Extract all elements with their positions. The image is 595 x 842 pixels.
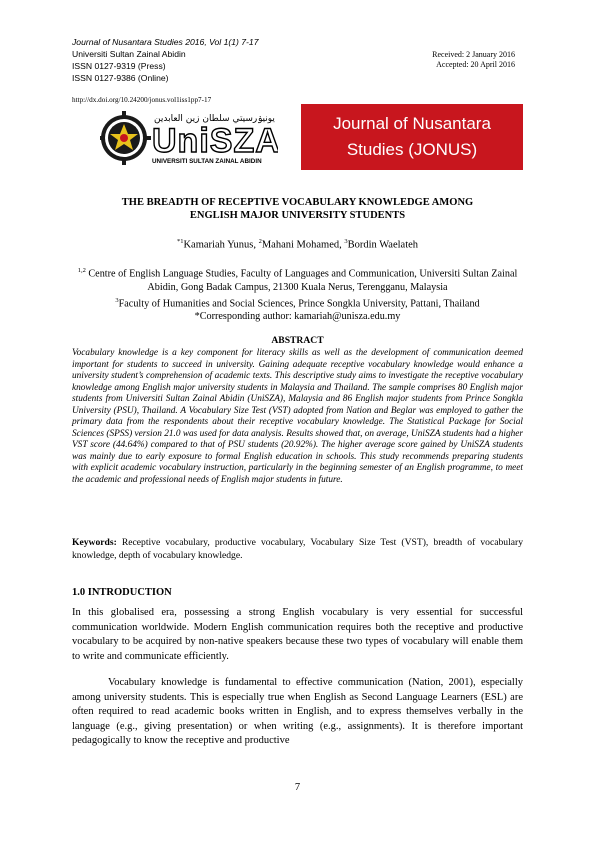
affiliation-1: [72, 264, 523, 294]
affiliation-2: [72, 294, 523, 311]
intro-paragraph-1: In this globalised era, possessing a strong English vocabulary is very essential for successful communication worldwide. Modern English communication requires both the receptive and productive vocabulary to be acquired by non-native speakers because these two types of vocabulary will enable them to write and communicate efficiently.: [72, 607, 523, 662]
author-3: Bordin Waelateh: [347, 239, 419, 251]
author-2: Mahani Mohamed,: [261, 239, 345, 251]
issn-press: ISSN 0127-9319 (Press): [72, 61, 166, 71]
issn-online: ISSN 0127-9386 (Online): [72, 73, 169, 83]
affiliation-1-sup: 1,2: [77, 267, 86, 274]
affiliation-1-text: Centre of English Language Studies, Faculty of Languages and Communication, Universiti Sultan Zainal Abidin, Gong Badak Campus, 21300 Kuala Nerus, Terengganu, Malaysia: [85, 268, 518, 293]
keywords-text: Receptive vocabulary, productive vocabulary, Vocabulary Size Test (VST), breadth of vocabulary knowledge, depth of vocabulary knowledge.: [72, 537, 523, 561]
journal-banner-line1: Journal of Nusantara: [333, 114, 491, 133]
jawi-text: يونيۏرسيتي سلطان زين العابدين: [154, 114, 275, 124]
paper-title: [72, 196, 523, 222]
logo-subtitle: UNIVERSITI SULTAN ZAINAL ABIDIN: [152, 158, 262, 165]
title-line-1: THE BREADTH OF RECEPTIVE VOCABULARY KNOWLEDGE AMONG: [121, 197, 474, 208]
abstract-text: Vocabulary knowledge is a key component for literacy skills as well as the development of communication deemed important for students to succeed in university. Gaining adequate receptive vocabulary knowledge would enhance a university student’s comprehension of academic texts. This descriptive study aims to investigate the receptive vocabulary knowledge among English major university students in Malaysia and Thailand. The sample comprises 80 English major students from Universiti Sultan Zainal Abidin (UniSZA), Malaysia and 86 English major students from Prince Songkla University (PSU), Thailand. A Vocabulary Size Test (VST) adopted from Nation and Beglar was employed to gather the primary data from the respondents about their receptive vocabulary knowledge. The Statistical Package for Social Sciences (SPSS) version 21.0 was used for data analysis. Results showed that, on average, UniSZA students had a higher VST score (44.64%) compared to that of PSU students (20.92%). The higher average score gained by UniSZA students was mainly due to early exposure to formal English education in schools. This study recommends preparing students with explicit academic vocabulary instruction, particularly in the beginning semester of an English programme, to meet the academic and professional needs of English major students in future.: [72, 348, 523, 486]
author-list: [72, 238, 523, 251]
author-3-sup: 3: [344, 238, 348, 245]
affiliation-2-text: Faculty of Humanities and Social Sciences, Prince Songkla University, Pattani, Thailand: [118, 298, 480, 310]
doi-link[interactable]: http://dx.doi.org/10.24200/jonus.vol1iss1pp7-17: [72, 96, 212, 104]
keywords-label: Keywords:: [72, 537, 117, 548]
journal-citation: Journal of Nusantara Studies 2016, Vol 1(1) 7-17: [72, 37, 259, 47]
logo-wordmark: UniSZA: [152, 122, 278, 160]
author-1-sup: *1: [176, 238, 184, 245]
title-line-2: ENGLISH MAJOR UNIVERSITY STUDENTS: [189, 210, 406, 221]
received-accepted-dates: [432, 50, 515, 70]
running-header: [72, 36, 258, 84]
affiliations: [72, 264, 523, 324]
university-name: Universiti Sultan Zainal Abidin: [72, 49, 186, 59]
journal-banner-line2: Studies (JONUS): [346, 140, 478, 159]
unisza-crest-icon: [100, 108, 278, 166]
corresponding-author: *Corresponding author: kamariah@unisza.edu.my: [194, 311, 401, 323]
abstract-heading: ABSTRACT: [271, 335, 324, 346]
author-2-sup: 2: [258, 238, 262, 245]
affiliation-2-sup: 3: [115, 296, 119, 304]
accepted-date: Accepted: 20 April 2016: [436, 60, 515, 69]
received-date: Received: 2 January 2016: [432, 50, 515, 59]
journal-banner: [301, 104, 523, 170]
section-heading-introduction: 1.0 INTRODUCTION: [72, 587, 172, 598]
author-1: Kamariah Yunus,: [183, 239, 259, 251]
intro-paragraph-2: Vocabulary knowledge is fundamental to effective communication (Nation, 2001), especially among university students. This is especially true when English as Second Language Learners (ESL) are often required to read academic books written in English, and to express themselves verbally in the language (e.g., giving presentation) or when writing (e.g., assignments). It is therefore important pedagogically to know the receptive and productive: [72, 677, 523, 746]
page-number: 7: [294, 782, 301, 793]
unisza-logo: [100, 108, 278, 164]
keywords: [72, 537, 523, 562]
